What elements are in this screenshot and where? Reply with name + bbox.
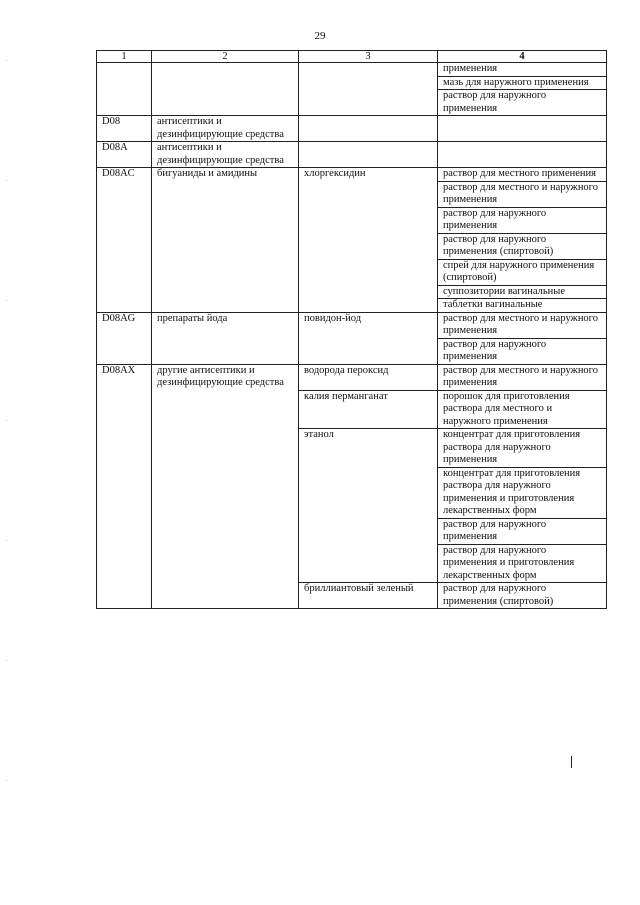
- atc-code: D08: [97, 116, 152, 142]
- group-name: [152, 63, 299, 116]
- dosage-forms: [438, 429, 607, 583]
- dosage-form: раствор для наружного применения: [443, 338, 547, 362]
- substance-name: водорода пероксид: [299, 364, 438, 390]
- dosage-forms: [438, 142, 607, 168]
- dosage-form: раствор для наружного применения: [438, 208, 606, 234]
- dosage-form: раствор для наружного применения и приготовления лекарственных форм: [443, 544, 575, 581]
- dosage-form: раствор для местного и наружного применения: [443, 364, 598, 388]
- dosage-forms: [438, 390, 607, 429]
- dosage-form: раствор для наружного применения (спиртовой): [438, 234, 606, 260]
- page-number: 29: [314, 30, 326, 42]
- dosage-forms: [438, 63, 607, 116]
- dosage-form: концентрат для приготовления раствора для наружного применения и приготовления лекарственных форм: [438, 468, 606, 519]
- substance-name: [299, 142, 438, 168]
- atc-code: D08AG: [97, 312, 152, 364]
- header-col-3: 3: [299, 51, 438, 63]
- scan-edge-marks: [6, 60, 7, 820]
- table-row: [97, 168, 607, 313]
- dosage-form: порошок для приготовления раствора для местного и наружного применения: [443, 390, 570, 427]
- dosage-forms: [438, 583, 607, 609]
- substance-name: калия перманганат: [299, 390, 438, 429]
- substance-name: хлоргексидин: [299, 168, 438, 313]
- table-row: [97, 142, 607, 168]
- dosage-form: мазь для наружного применения: [438, 77, 606, 91]
- dosage-form: раствор для местного и наружного применения: [438, 182, 606, 208]
- table-row: [97, 63, 607, 116]
- atc-code: D08A: [97, 142, 152, 168]
- header-col-1: 1: [97, 51, 152, 63]
- substance-name: бриллиантовый зеленый: [299, 583, 438, 609]
- dosage-forms: [438, 116, 607, 142]
- substance-name: [299, 63, 438, 116]
- atc-code: D08AC: [97, 168, 152, 313]
- dosage-form: таблетки вагинальные: [443, 299, 543, 310]
- dosage-form: суппозитории вагинальные: [438, 286, 606, 300]
- dosage-forms: [438, 364, 607, 390]
- header-col-2: 2: [152, 51, 299, 63]
- dosage-forms: [438, 312, 607, 364]
- atc-code: [97, 63, 152, 116]
- substance-name: [299, 116, 438, 142]
- table-row: [97, 364, 607, 390]
- header-row: [97, 51, 607, 63]
- dosage-form: раствор для местного и наружного применения: [438, 313, 606, 339]
- dosage-forms: [438, 168, 607, 313]
- table-row: [97, 116, 607, 142]
- header-col-4: 4: [438, 51, 607, 63]
- dosage-form: раствор для наружного применения (спиртовой): [443, 583, 554, 607]
- table-row: [97, 312, 607, 364]
- group-name: антисептики и дезинфицирующие средства: [152, 142, 299, 168]
- group-name: другие антисептики и дезинфицирующие средства: [152, 364, 299, 609]
- group-name: антисептики и дезинфицирующие средства: [152, 116, 299, 142]
- margin-mark: [571, 756, 572, 768]
- substance-name: повидон-йод: [299, 312, 438, 364]
- dosage-form: раствор для наружного применения: [438, 519, 606, 545]
- drug-table: [96, 50, 607, 609]
- dosage-form: применения: [438, 63, 606, 77]
- dosage-form: концентрат для приготовления раствора для наружного применения: [438, 429, 606, 468]
- group-name: препараты йода: [152, 312, 299, 364]
- dosage-form: раствор для местного применения: [438, 168, 606, 182]
- substance-name: этанол: [299, 429, 438, 583]
- dosage-form: раствор для наружного применения: [443, 90, 547, 114]
- dosage-form: спрей для наружного применения (спиртовой): [438, 260, 606, 286]
- group-name: бигуаниды и амидины: [152, 168, 299, 313]
- atc-code: D08AX: [97, 364, 152, 609]
